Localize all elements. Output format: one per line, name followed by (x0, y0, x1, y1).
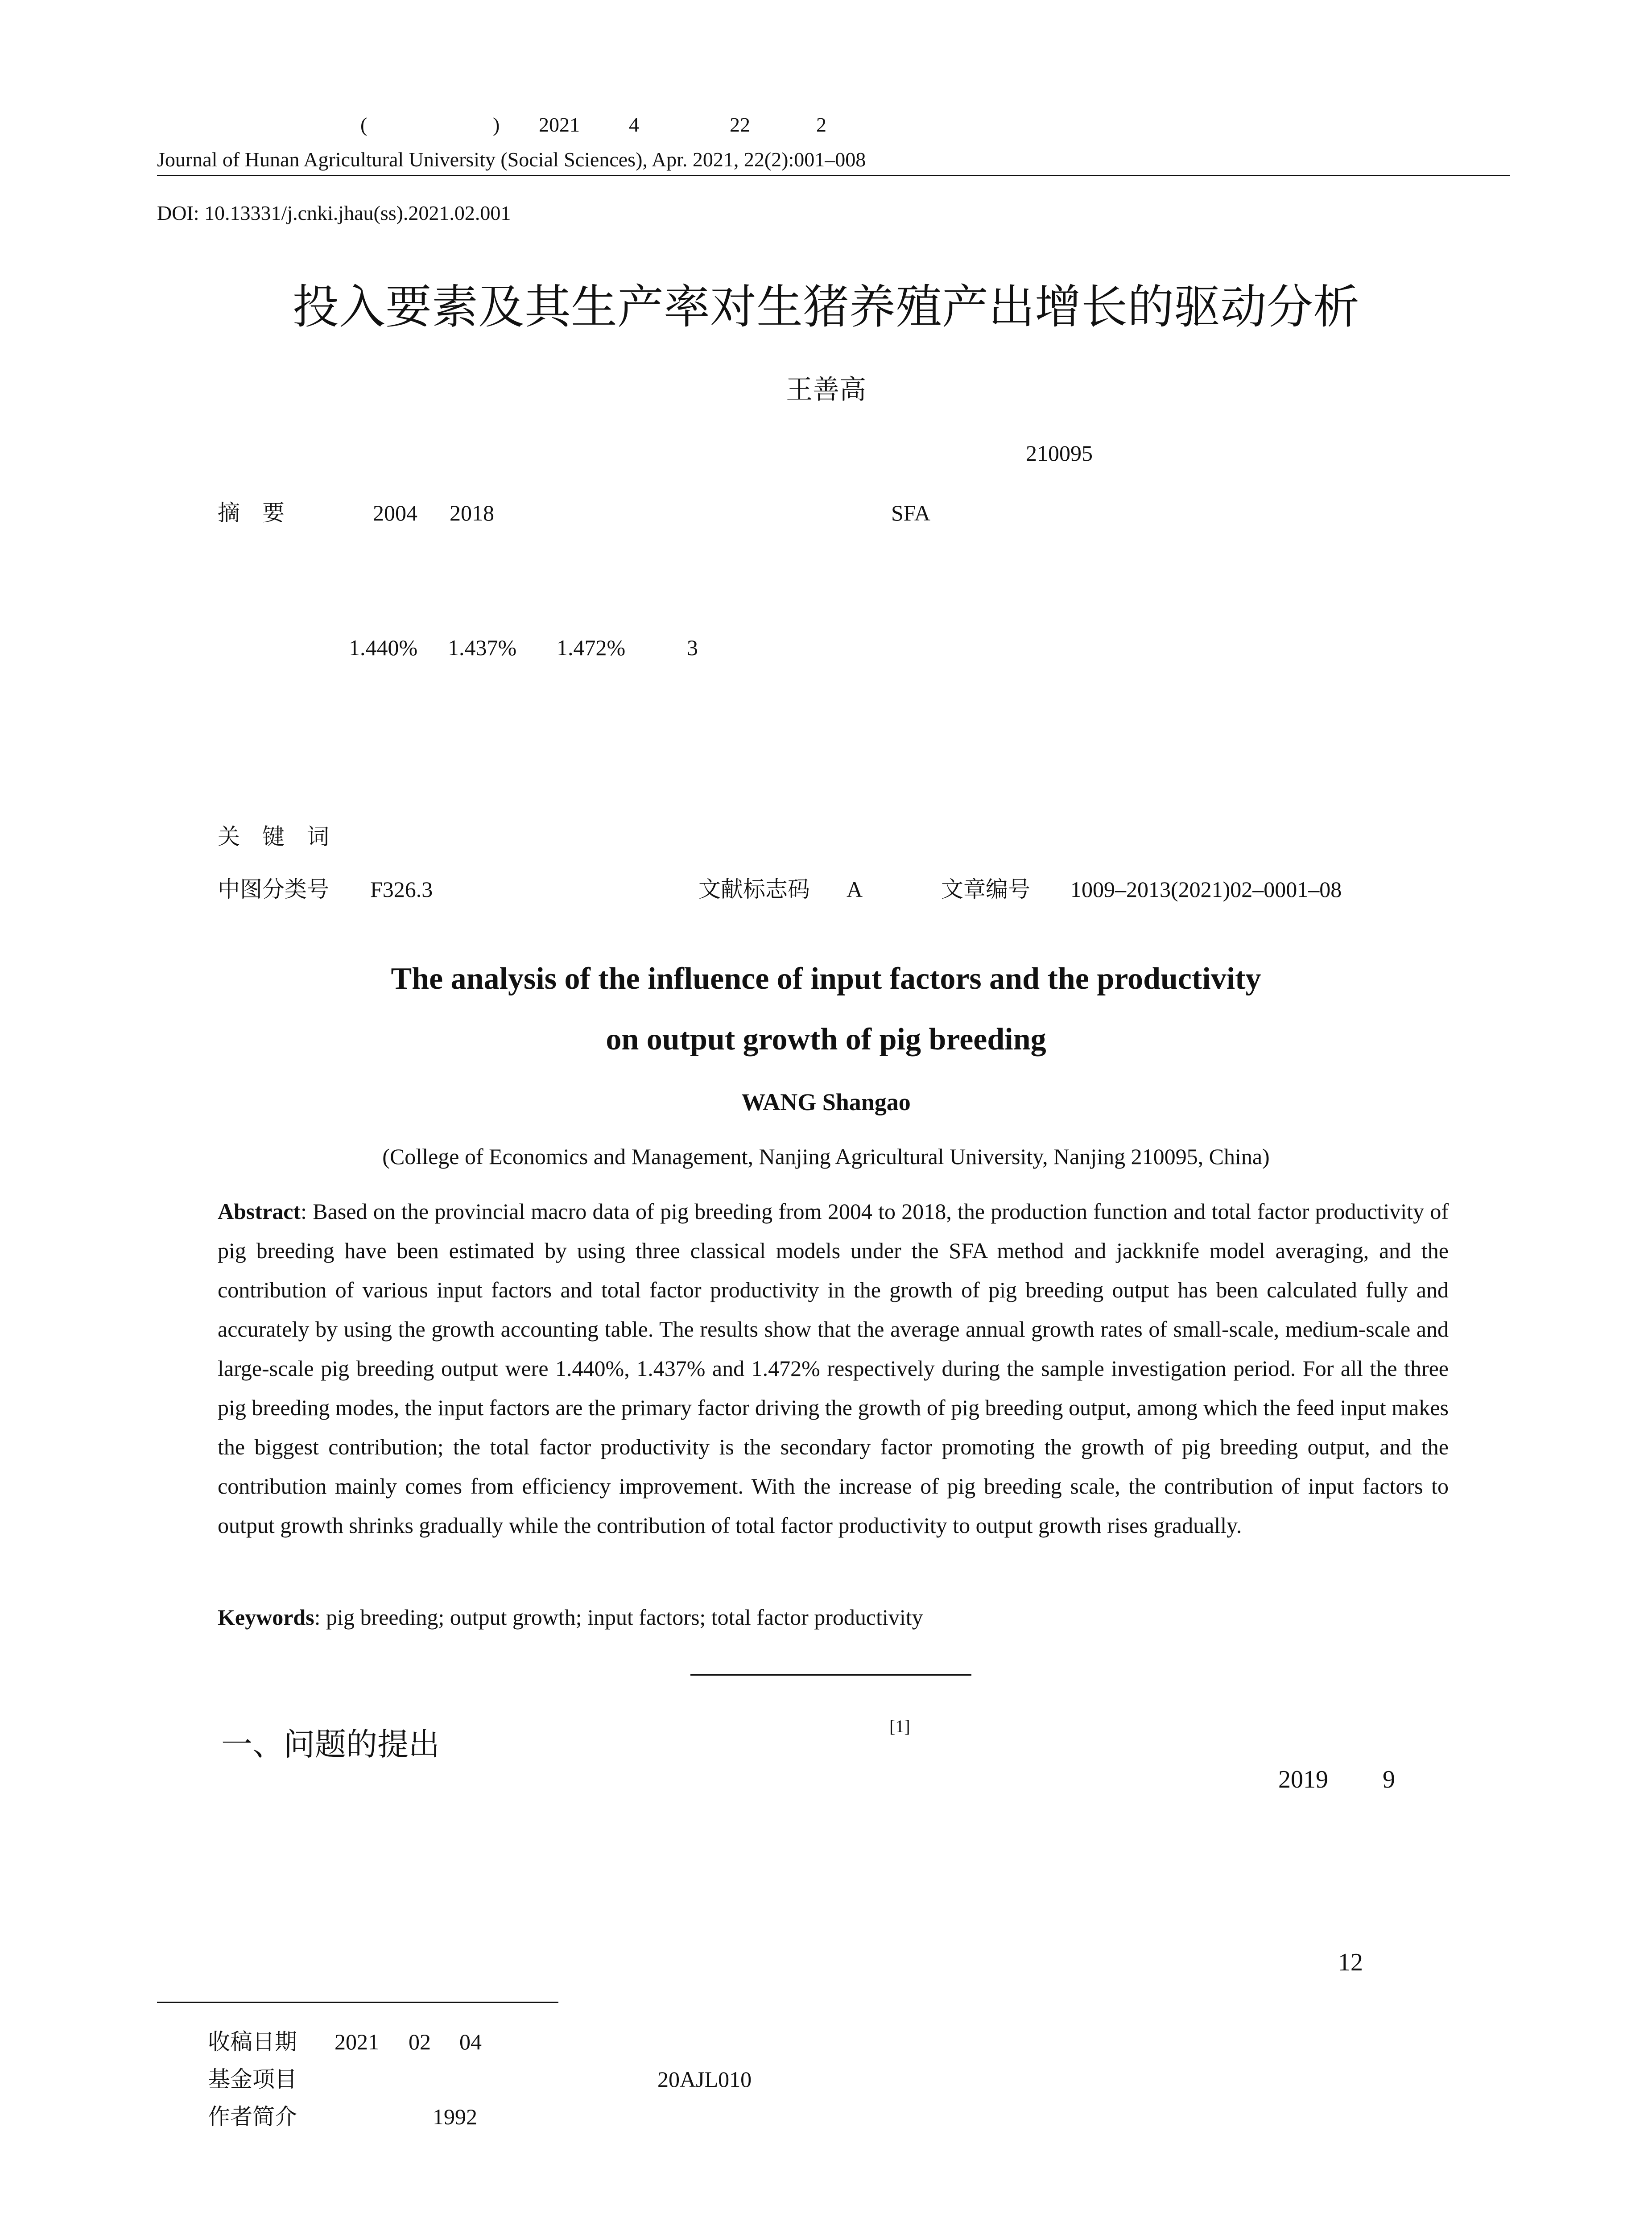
clc-value: F326.3 (370, 877, 433, 902)
title-en-line1: The analysis of the influence of input factors and the productivity (391, 962, 1261, 996)
abstract-cn-label: 摘 要 (218, 500, 285, 526)
author-bio-label: 作者简介 (208, 2104, 297, 2130)
section1-heading: 一、问题的提出 (221, 1726, 440, 1763)
title-en-line2: on output growth of pig breeding (606, 1022, 1046, 1057)
received-day: 04 (459, 2029, 482, 2054)
keywords-cn-label: 关 键 词 (218, 824, 329, 850)
keywords-en-label: Keywords (218, 1605, 314, 1630)
abstract-cn-three: 3 (687, 635, 698, 660)
abstract-cn-2018: 2018 (450, 500, 494, 525)
fund-label: 基金项目 (208, 2066, 297, 2092)
author-en: WANG Shangao (741, 1089, 911, 1115)
author-cn: 王善高 (786, 374, 866, 405)
section1-9: 9 (1383, 1766, 1395, 1793)
section1-2019: 2019 (1278, 1766, 1328, 1793)
received-year: 2021 (335, 2029, 379, 2054)
abstract-cn-rate1: 1.440% (349, 635, 418, 660)
doc-code-value: A (847, 877, 863, 902)
abstract-cn-rate2: 1.437% (448, 635, 517, 660)
title-cn: 投入要素及其生产率对生猪养殖产出增长的驱动分析 (292, 280, 1359, 334)
postcode: 210095 (1026, 441, 1093, 466)
header-paren-close: ) (493, 113, 500, 136)
affiliation-en: (College of Economics and Management, Nanjing Agricultural University, Nanjing 210095, China) (382, 1144, 1270, 1169)
author-bio-year: 1992 (433, 2104, 477, 2129)
abstract-en (218, 1192, 1449, 1545)
received-label: 收稿日期 (208, 2029, 297, 2055)
section1-ref: [1] (889, 1716, 910, 1736)
footnote-rule (157, 2002, 558, 2003)
abstract-cn-2004: 2004 (373, 500, 417, 525)
abstract-cn-rate3: 1.472% (557, 635, 626, 660)
keywords-en (218, 1603, 923, 1631)
journal-line: Journal of Hunan Agricultural University (Social Sciences), Apr. 2021, 22(2):001–008 (157, 148, 866, 171)
section1-12: 12 (1338, 1949, 1363, 1976)
keywords-en-text: : pig breeding; output growth; input factors; total factor productivity (314, 1605, 923, 1630)
abstract-en-label: Abstract (218, 1199, 301, 1224)
received-month: 02 (409, 2029, 431, 2054)
article-number-value: 1009–2013(2021)02–0001–08 (1070, 877, 1342, 902)
doi: DOI: 10.13331/j.cnki.jhau(ss).2021.02.001 (157, 202, 511, 224)
fund-value: 20AJL010 (657, 2067, 752, 2092)
clc-label: 中图分类号 (218, 876, 329, 902)
header-volume: 22 (730, 113, 750, 136)
header-rule (157, 175, 1510, 176)
article-number-label: 文章编号 (941, 876, 1030, 902)
doc-code-label: 文献标志码 (698, 876, 810, 902)
header-paren-open: ( (360, 113, 368, 136)
header-year: 2021 (539, 113, 580, 136)
section-divider-rule (690, 1674, 971, 1676)
header-issue: 2 (816, 113, 826, 136)
abstract-cn-sfa: SFA (891, 500, 931, 525)
abstract-en-text: : Based on the provincial macro data of pig breeding from 2004 to 2018, the production function and total factor productivity of pig breeding have been estimated by using three classical models under the SFA method and jackknife model averaging, and the contribution of various input factors and total factor productivity in the growth of pig breeding output has been calculated fully and accurately by using the growth accounting table. The results show that the average annual growth rates of small-scale, medium-scale and large-scale pig breeding output were 1.440%, 1.437% and 1.472% respectively during the sample investigation period. For all the three pig breeding modes, the input factors are the primary factor driving the growth of pig breeding output, among which the feed input makes the biggest contribution; the total factor productivity is the secondary factor promoting the growth of pig breeding output, and the contribution mainly comes from efficiency improvement. With the increase of pig breeding scale, the contribution of input factors to output growth shrinks gradually while the contribution of total factor productivity to output growth rises gradually. (218, 1199, 1449, 1538)
header-month: 4 (629, 113, 639, 136)
